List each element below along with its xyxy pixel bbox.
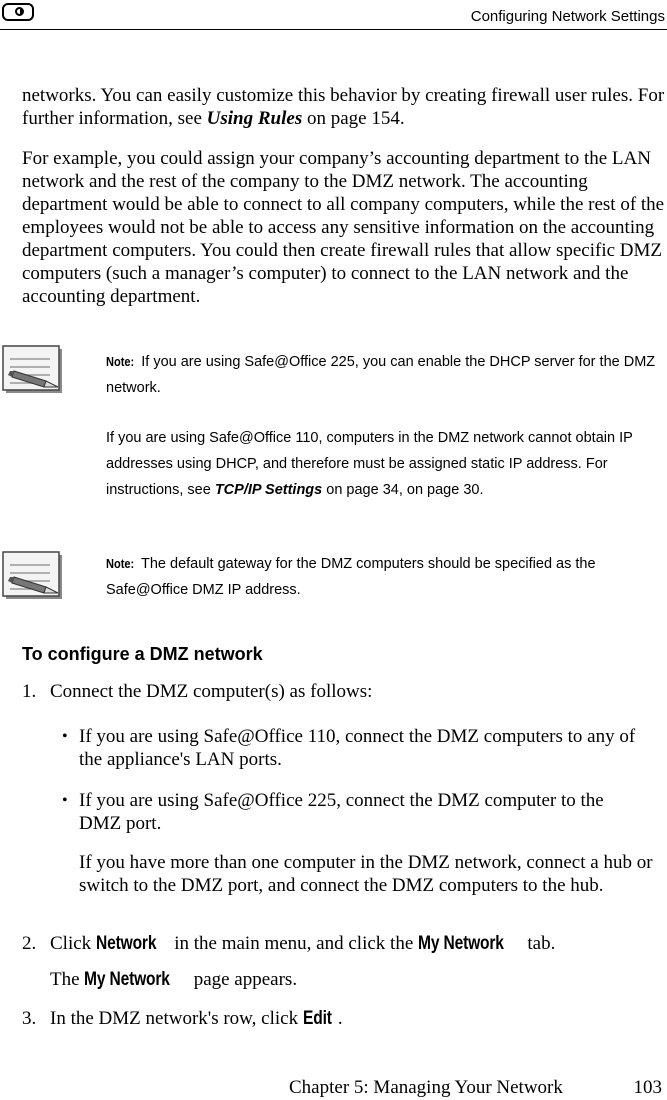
ui-edit-button: Edit	[302, 1008, 332, 1029]
step-3-text: In the DMZ network's row, click Edit .	[50, 1008, 343, 1029]
step-1-text: Connect the DMZ computer(s) as follows:	[50, 681, 373, 702]
ui-my-network-page: My Network	[84, 969, 171, 990]
note-1-text: Note: If you are using Safe@Office 225, you can enable the DHCP server for the DMZ network.	[106, 354, 656, 396]
note-pencil-icon	[0, 345, 70, 397]
paragraph-example: For example, you could assign your company’s accounting department to the LAN network and the rest of the company to the DMZ network. The accounting department would be able to connect to all company computers, while the rest of the employees would not be able to access any sensitive information on the accounting department computers. You could then create firewall rules that allow specific DMZ computers (such a manager’s computer) to connect to the LAN network and the accounting department.	[22, 148, 665, 307]
footer-chapter: Chapter 5: Managing Your Network	[289, 1077, 563, 1098]
ui-my-network-tab: My Network	[418, 933, 504, 954]
step-1-bullet-2: If you are using Safe@Office 225, connect the DMZ computer to the DMZ port.	[79, 790, 604, 834]
xref-using-rules[interactable]: Using Rules	[206, 108, 303, 129]
step-2-number: 2.	[22, 933, 37, 954]
step-2-text: Click Network in the main menu, and click the My Network tab.	[50, 933, 556, 954]
step-1-bullet-1: If you are using Safe@Office 110, connect the DMZ computers to any of the appliance's LAN ports.	[79, 726, 636, 770]
note-1-text-2: If you are using Safe@Office 110, computers in the DMZ network cannot obtain IP addresses using DHCP, and therefore must be assigned static IP address. For instructions, see TCP/IP Settings on page 34, on page 30.	[106, 430, 633, 498]
xref-tcpip-settings[interactable]: TCP/IP Settings	[214, 482, 323, 498]
note-2-text: Note: The default gateway for the DMZ computers should be specified as the Safe@Office DMZ IP address.	[106, 556, 596, 598]
footer-page-number: 103	[633, 1077, 662, 1098]
bullet-marker: •	[62, 792, 68, 809]
running-header-title: Configuring Network Settings	[470, 8, 665, 25]
step-1-extra: If you have more than one computer in the DMZ network, connect a hub or switch to the DMZ port, and connect the DMZ computers to the hub.	[79, 852, 653, 896]
ui-network-menu: Network	[95, 933, 157, 954]
paragraph-intro: networks. You can easily customize this behavior by creating firewall user rules. For further information, see Using Rules on page 154.	[22, 85, 665, 129]
step-1-number: 1.	[22, 681, 37, 702]
header-rule	[0, 29, 667, 30]
checkpoint-logo-icon	[2, 3, 34, 21]
note-pencil-icon	[0, 551, 70, 603]
step-2-result: The My Network page appears.	[50, 969, 298, 990]
step-3-number: 3.	[22, 1008, 37, 1029]
procedure-heading: To configure a DMZ network	[22, 644, 263, 664]
bullet-marker: •	[62, 728, 68, 745]
